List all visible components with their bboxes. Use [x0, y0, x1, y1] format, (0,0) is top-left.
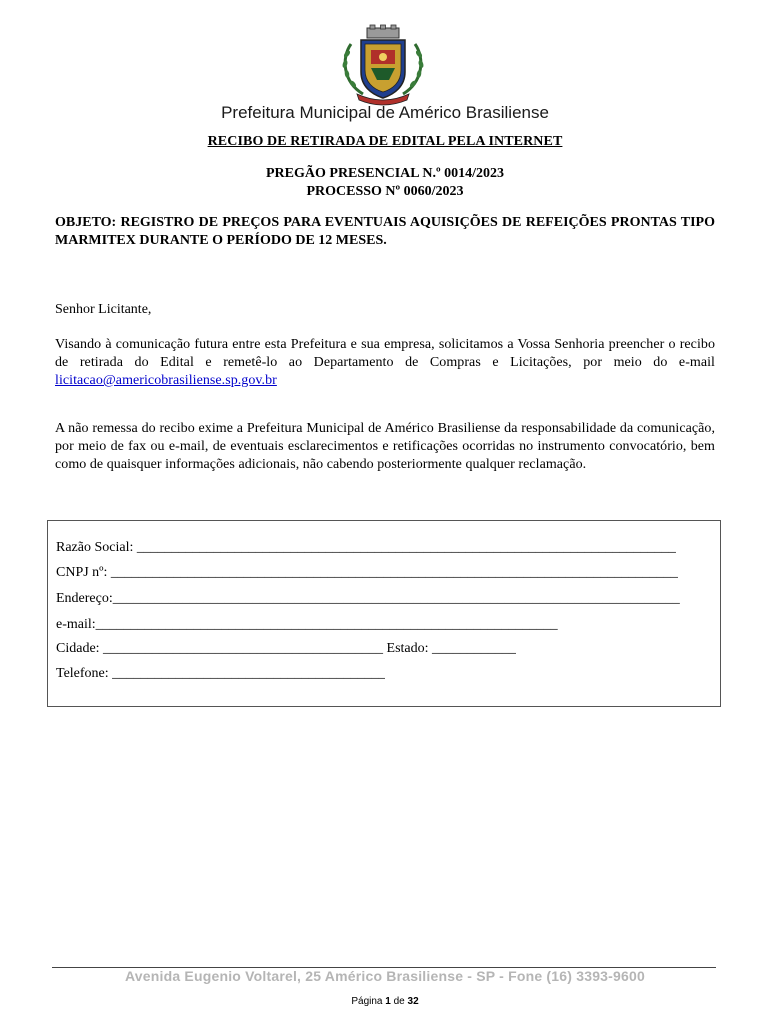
- email-field[interactable]: e-mail:__________________________________________________________________: [56, 617, 558, 632]
- cidade-estado-field[interactable]: Cidade: ________________________________________ Estado: ____________: [56, 641, 517, 656]
- document-title: RECIBO DE RETIRADA DE EDITAL PELA INTERNET: [207, 134, 563, 149]
- page-label: Página: [351, 996, 383, 1007]
- municipality-name: Prefeitura Municipal de Américo Brasiliense: [221, 103, 549, 122]
- greeting: Senhor Licitante,: [55, 302, 152, 317]
- pregao-number: PREGÃO PRESENCIAL N.º 0014/2023: [266, 166, 504, 181]
- razao-social-field[interactable]: Razão Social: _____________________________________________________________________________: [56, 540, 676, 555]
- cnpj-field[interactable]: CNPJ nº: _________________________________________________________________________________: [56, 565, 678, 580]
- telefone-field[interactable]: Telefone: _______________________________________: [56, 666, 386, 681]
- paragraph-disclaimer: A não remessa do recibo exime a Prefeitura Municipal de Américo Brasiliense da responsabilidade da comunicação, por meio de fax ou e-mail, de eventuais esclarecimentos e retificações ocorridas no instrumento convocatório, bem como de quaisquer informações adicionais, não cabendo posteriormente qualquer reclamação.: [55, 421, 715, 472]
- processo-number: PROCESSO Nº 0060/2023: [306, 184, 464, 199]
- receipt-form: [47, 520, 721, 707]
- objeto-text: OBJETO: REGISTRO DE PREÇOS PARA EVENTUAIS AQUISIÇÕES DE REFEIÇÕES PRONTAS TIPO MARMITEX DURANTE O PERÍODO DE 12 MESES.: [55, 215, 715, 248]
- endereco-field[interactable]: Endereço:_________________________________________________________________________________: [56, 591, 680, 606]
- page-current: 1: [385, 996, 391, 1007]
- coat-of-arms-icon: [337, 24, 429, 108]
- page-number: [0, 996, 770, 1007]
- footer-address: Avenida Eugenio Voltarel, 25 Américo Brasiliense - SP - Fone (16) 3393-9600: [125, 968, 645, 984]
- paragraph-instructions: [55, 336, 715, 390]
- paragraph-instructions-text: Visando à comunicação futura entre esta Prefeitura e sua empresa, solicitamos a Vossa Senhoria preencher o recibo de retirada do Edital e remetê-lo ao Departamento de Compras e Licitações, por meio do e-mail: [55, 337, 715, 370]
- page-total: 32: [407, 996, 419, 1007]
- email-link[interactable]: licitacao@americobrasiliense.sp.gov.br: [55, 373, 277, 388]
- page-of: de: [393, 996, 405, 1007]
